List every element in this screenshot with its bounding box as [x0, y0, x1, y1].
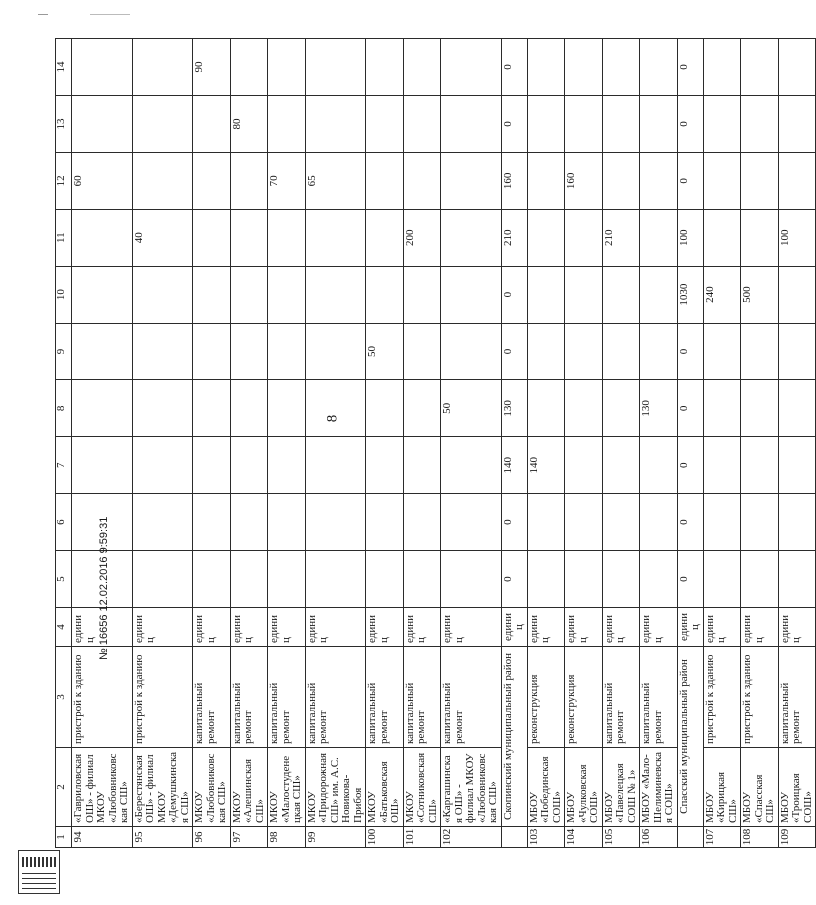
value-cell	[527, 39, 565, 96]
row-number-cell: 95	[132, 827, 193, 848]
value-cell	[778, 437, 816, 494]
value-cell	[366, 437, 404, 494]
value-cell	[640, 152, 678, 209]
value-cell	[268, 437, 306, 494]
page-number: 8	[324, 414, 341, 423]
work-type-cell: реконструкция	[565, 647, 603, 748]
institution-name-cell: МБОУ «Спасская СШ»	[741, 748, 779, 827]
row-number-cell: 94	[72, 827, 133, 848]
value-cell	[403, 551, 441, 608]
work-type-cell: пристрой к зданию	[741, 647, 779, 748]
value-cell	[268, 380, 306, 437]
value-cell	[703, 437, 741, 494]
value-cell	[602, 39, 640, 96]
value-cell	[72, 39, 133, 96]
institution-name-cell: МБОУ «Побединская СОШ»	[527, 748, 565, 827]
row-number-cell: 99	[305, 827, 366, 848]
institution-name-cell: МКОУ «Малостуденецкая СШ»	[268, 748, 306, 827]
value-cell	[403, 266, 441, 323]
value-cell	[565, 437, 603, 494]
unit-cell: единиц	[403, 608, 441, 647]
value-cell	[741, 152, 779, 209]
value-cell: 0	[677, 39, 703, 96]
value-cell	[268, 551, 306, 608]
value-cell	[132, 437, 193, 494]
institution-name-cell: МКОУ «Алешинская СШ»	[230, 748, 268, 827]
value-cell	[703, 380, 741, 437]
value-cell	[441, 494, 502, 551]
value-cell: 70	[268, 152, 306, 209]
column-number: 5	[56, 551, 72, 608]
value-cell	[741, 209, 779, 266]
value-cell	[268, 323, 306, 380]
row-number-cell: 100	[366, 827, 404, 848]
work-type-cell: капитальный ремонт	[640, 647, 678, 748]
value-cell	[703, 323, 741, 380]
value-cell	[778, 152, 816, 209]
column-number: 14	[56, 39, 72, 96]
table-row	[132, 39, 193, 848]
value-cell	[565, 95, 603, 152]
value-cell	[640, 323, 678, 380]
unit-cell: единиц	[602, 608, 640, 647]
value-cell	[366, 551, 404, 608]
column-number: 11	[56, 209, 72, 266]
value-cell	[268, 494, 306, 551]
value-cell	[230, 437, 268, 494]
column-number: 10	[56, 266, 72, 323]
value-cell	[366, 266, 404, 323]
value-cell	[230, 494, 268, 551]
value-cell	[72, 95, 133, 152]
value-cell: 80	[230, 95, 268, 152]
scan-mark	[38, 14, 48, 15]
value-cell	[741, 323, 779, 380]
value-cell	[640, 95, 678, 152]
value-cell: 0	[677, 152, 703, 209]
unit-cell: единиц	[703, 608, 741, 647]
table-row	[703, 39, 741, 848]
value-cell	[268, 95, 306, 152]
value-cell	[778, 39, 816, 96]
work-type-cell: капитальный ремонт	[403, 647, 441, 748]
value-cell: 160	[565, 152, 603, 209]
value-cell: 240	[703, 266, 741, 323]
value-cell	[527, 494, 565, 551]
value-cell	[230, 152, 268, 209]
value-cell	[778, 494, 816, 551]
unit-cell: единиц	[72, 608, 133, 647]
value-cell	[305, 39, 366, 96]
row-number-cell: 107	[703, 827, 741, 848]
institution-name-cell: «Берестянская ОШ» - филиал МКОУ «Демушкинская СШ»	[132, 748, 193, 827]
value-cell	[741, 380, 779, 437]
rotated-table-container	[55, 38, 814, 848]
value-cell	[441, 152, 502, 209]
row-number-cell: 96	[193, 827, 231, 848]
value-cell	[441, 266, 502, 323]
value-cell	[230, 551, 268, 608]
work-type-cell: реконструкция	[527, 647, 565, 748]
table-row	[305, 39, 366, 848]
value-cell	[640, 494, 678, 551]
value-cell	[72, 209, 133, 266]
value-cell	[132, 95, 193, 152]
unit-cell: единиц	[778, 608, 816, 647]
value-cell	[305, 323, 366, 380]
unit-cell: единиц	[741, 608, 779, 647]
unit-cell: единиц	[193, 608, 231, 647]
value-cell	[565, 494, 603, 551]
value-cell	[132, 494, 193, 551]
institution-name-cell: МКОУ «Сотниковская СШ»	[403, 748, 441, 827]
value-cell	[230, 323, 268, 380]
value-cell	[403, 437, 441, 494]
value-cell: 0	[677, 494, 703, 551]
table-row	[527, 39, 565, 848]
institution-name-cell: «Каргашинская ОШ» - филиал МКОУ «Любовниковская СШ»	[441, 748, 502, 827]
value-cell: 210	[501, 209, 527, 266]
value-cell: 0	[501, 95, 527, 152]
value-cell	[230, 39, 268, 96]
work-type-cell: капитальный ремонт	[366, 647, 404, 748]
value-cell	[602, 152, 640, 209]
value-cell	[441, 323, 502, 380]
value-cell: 100	[677, 209, 703, 266]
value-cell	[640, 437, 678, 494]
value-cell	[366, 380, 404, 437]
work-type-cell: капитальный ремонт	[602, 647, 640, 748]
value-cell	[403, 380, 441, 437]
value-cell	[703, 95, 741, 152]
table-row	[193, 39, 231, 848]
data-table	[55, 38, 816, 848]
value-cell	[602, 95, 640, 152]
table-row	[640, 39, 678, 848]
column-number: 13	[56, 95, 72, 152]
value-cell: 0	[501, 551, 527, 608]
value-cell	[741, 39, 779, 96]
value-cell	[132, 380, 193, 437]
institution-name-cell: МБОУ «Троицкая СОШ»	[778, 748, 816, 827]
value-cell	[565, 39, 603, 96]
row-number-cell: 97	[230, 827, 268, 848]
row-number-cell: 106	[640, 827, 678, 848]
value-cell: 140	[527, 437, 565, 494]
value-cell: 50	[366, 323, 404, 380]
value-cell	[703, 39, 741, 96]
value-cell	[778, 95, 816, 152]
value-cell	[230, 209, 268, 266]
registry-logo-icon	[18, 850, 60, 894]
value-cell: 50	[441, 380, 502, 437]
work-type-cell: капитальный ремонт	[441, 647, 502, 748]
value-cell	[72, 323, 133, 380]
value-cell	[640, 39, 678, 96]
value-cell	[305, 494, 366, 551]
value-cell	[268, 209, 306, 266]
value-cell	[703, 551, 741, 608]
table-row	[230, 39, 268, 848]
row-number-cell	[501, 827, 527, 848]
column-number-row	[56, 39, 72, 848]
section-title: Спасский муниципальный район	[677, 647, 703, 827]
value-cell	[403, 152, 441, 209]
table-row	[602, 39, 640, 848]
unit-cell: единиц	[527, 608, 565, 647]
value-cell	[132, 551, 193, 608]
value-cell	[565, 380, 603, 437]
value-cell	[132, 152, 193, 209]
value-cell	[132, 323, 193, 380]
value-cell	[132, 39, 193, 96]
unit-cell: единиц	[441, 608, 502, 647]
work-type-cell: пристрой к зданию	[703, 647, 741, 748]
value-cell	[527, 95, 565, 152]
column-number: 6	[56, 494, 72, 551]
institution-name-cell: МКОУ «Батьковская ОШ»	[366, 748, 404, 827]
value-cell	[527, 323, 565, 380]
value-cell	[441, 209, 502, 266]
value-cell	[403, 323, 441, 380]
column-number: 12	[56, 152, 72, 209]
value-cell	[441, 551, 502, 608]
value-cell: 60	[72, 152, 133, 209]
value-cell	[268, 39, 306, 96]
value-cell	[366, 39, 404, 96]
unit-cell: единиц	[268, 608, 306, 647]
institution-name-cell: МКОУ «Придорожная СШ» им. А.С. Новикова-Прибоя	[305, 748, 366, 827]
unit-cell: единиц	[640, 608, 678, 647]
row-number-cell: 101	[403, 827, 441, 848]
row-number-cell: 108	[741, 827, 779, 848]
value-cell: 100	[778, 209, 816, 266]
value-cell	[193, 551, 231, 608]
unit-cell: единиц	[305, 608, 366, 647]
value-cell	[441, 39, 502, 96]
row-number-cell: 98	[268, 827, 306, 848]
value-cell	[230, 380, 268, 437]
value-cell	[778, 266, 816, 323]
section-title: Скопинский муниципальный район	[501, 647, 527, 827]
value-cell	[305, 209, 366, 266]
value-cell	[703, 152, 741, 209]
row-number-cell: 105	[602, 827, 640, 848]
unit-cell: единиц	[677, 608, 703, 647]
value-cell: 140	[501, 437, 527, 494]
column-number: 7	[56, 437, 72, 494]
column-number: 4	[56, 608, 72, 647]
value-cell	[366, 494, 404, 551]
value-cell	[741, 494, 779, 551]
institution-name-cell: МБОУ «Мало-Шелиминевская СОШ»	[640, 748, 678, 827]
value-cell	[602, 266, 640, 323]
institution-name-cell: МБОУ «Павелецкая СОШ № 1»	[602, 748, 640, 827]
unit-cell: единиц	[132, 608, 193, 647]
value-cell	[403, 39, 441, 96]
table-row	[268, 39, 306, 848]
unit-cell: единиц	[565, 608, 603, 647]
work-type-cell: капитальный ремонт	[230, 647, 268, 748]
row-number-cell: 102	[441, 827, 502, 848]
column-number: 3	[56, 647, 72, 748]
value-cell: 210	[602, 209, 640, 266]
value-cell	[441, 437, 502, 494]
value-cell: 0	[677, 437, 703, 494]
value-cell: 0	[677, 95, 703, 152]
value-cell	[741, 95, 779, 152]
value-cell	[565, 209, 603, 266]
value-cell	[193, 95, 231, 152]
value-cell: 130	[501, 380, 527, 437]
value-cell	[565, 323, 603, 380]
table-row	[403, 39, 441, 848]
column-number: 1	[56, 827, 72, 848]
value-cell: 0	[501, 323, 527, 380]
work-type-cell: капитальный ремонт	[268, 647, 306, 748]
value-cell: 65	[305, 152, 366, 209]
value-cell	[565, 551, 603, 608]
value-cell	[193, 437, 231, 494]
value-cell	[132, 266, 193, 323]
value-cell	[230, 266, 268, 323]
table-row	[778, 39, 816, 848]
value-cell: 0	[677, 323, 703, 380]
value-cell	[193, 494, 231, 551]
value-cell	[602, 551, 640, 608]
value-cell: 500	[741, 266, 779, 323]
unit-cell: единиц	[366, 608, 404, 647]
value-cell	[778, 551, 816, 608]
value-cell	[527, 266, 565, 323]
value-cell	[268, 266, 306, 323]
institution-name-cell: МБОУ «Чулковская СОШ»	[565, 748, 603, 827]
table-row	[565, 39, 603, 848]
institution-name-cell: «Гавриловская ОШ» - филиал МКОУ «Любовниковская СШ»	[72, 748, 133, 827]
value-cell	[441, 95, 502, 152]
value-cell: 40	[132, 209, 193, 266]
value-cell	[703, 494, 741, 551]
registration-stamp: № 16656 12.02.2016 9:59:31	[98, 516, 110, 660]
value-cell	[527, 380, 565, 437]
value-cell: 0	[677, 551, 703, 608]
value-cell	[741, 437, 779, 494]
work-type-cell: капитальный ремонт	[305, 647, 366, 748]
value-cell	[602, 437, 640, 494]
value-cell	[193, 209, 231, 266]
work-type-cell: капитальный ремонт	[778, 647, 816, 748]
row-number-cell: 109	[778, 827, 816, 848]
scan-mark	[90, 14, 130, 15]
value-cell: 130	[640, 380, 678, 437]
value-cell: 0	[677, 380, 703, 437]
value-cell	[193, 323, 231, 380]
work-type-cell: пристрой к зданию	[132, 647, 193, 748]
value-cell: 90	[193, 39, 231, 96]
row-number-cell	[677, 827, 703, 848]
value-cell	[305, 437, 366, 494]
table-row	[366, 39, 404, 848]
value-cell	[778, 380, 816, 437]
value-cell	[527, 209, 565, 266]
row-number-cell: 103	[527, 827, 565, 848]
value-cell	[602, 380, 640, 437]
work-type-cell: пристрой к зданию	[72, 647, 133, 748]
value-cell	[602, 323, 640, 380]
value-cell	[703, 209, 741, 266]
column-number: 8	[56, 380, 72, 437]
column-number: 2	[56, 748, 72, 827]
table-row	[441, 39, 502, 848]
value-cell	[193, 152, 231, 209]
value-cell: 1030	[677, 266, 703, 323]
value-cell	[565, 266, 603, 323]
unit-cell: единиц	[230, 608, 268, 647]
value-cell	[366, 152, 404, 209]
value-cell	[403, 95, 441, 152]
row-number-cell: 104	[565, 827, 603, 848]
value-cell: 160	[501, 152, 527, 209]
value-cell	[741, 551, 779, 608]
work-type-cell: капитальный ремонт	[193, 647, 231, 748]
value-cell	[305, 380, 366, 437]
value-cell	[602, 494, 640, 551]
value-cell: 0	[501, 266, 527, 323]
value-cell	[640, 551, 678, 608]
institution-name-cell: МБОУ «Кирицкая СШ»	[703, 748, 741, 827]
section-row	[677, 39, 703, 848]
table-row	[741, 39, 779, 848]
value-cell	[72, 266, 133, 323]
value-cell	[778, 323, 816, 380]
institution-name-cell: МКОУ «Любовниковская СШ»	[193, 748, 231, 827]
column-number: 9	[56, 323, 72, 380]
unit-cell: единиц	[501, 608, 527, 647]
value-cell	[366, 95, 404, 152]
value-cell	[640, 209, 678, 266]
value-cell	[305, 266, 366, 323]
value-cell	[305, 551, 366, 608]
value-cell	[366, 209, 404, 266]
value-cell	[305, 95, 366, 152]
value-cell	[527, 551, 565, 608]
value-cell	[193, 380, 231, 437]
value-cell: 200	[403, 209, 441, 266]
section-row	[501, 39, 527, 848]
value-cell: 0	[501, 494, 527, 551]
value-cell	[193, 266, 231, 323]
value-cell	[527, 152, 565, 209]
value-cell	[403, 494, 441, 551]
value-cell	[640, 266, 678, 323]
value-cell: 0	[501, 39, 527, 96]
